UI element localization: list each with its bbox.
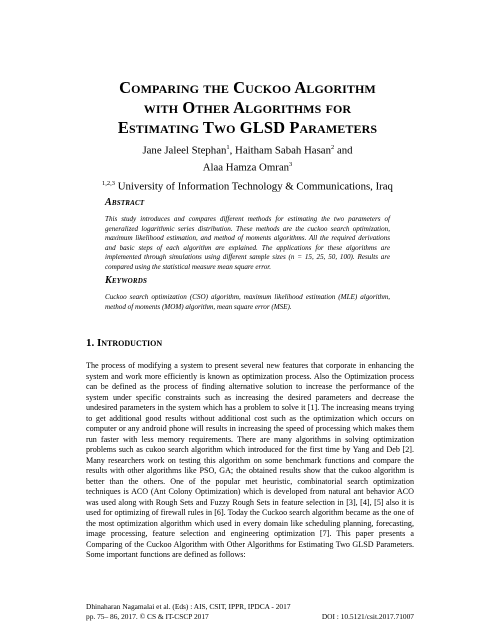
author-name: Alaa Hamza Omran — [202, 161, 290, 174]
introduction-body: The process of modifying a system to present several new features that corporate in enhancing the system and work more efficiently is known as optimization process. Also the Optimization process can be defined as the process of finding alternative solution to increase the performance of the system under specific constraints such as increasing the desired parameters and decrease the undesired parameters in the system which has a problem to solve it [1]. The increasing means trying to get additional good results without additional cost such as the optimization which occurs on computer or any android phone will results in increasing the speed of processing which makes them run faster with less memory requirements. There are many algorithms in solving optimization problems such as cukoo search algorithm which introduced for the first time by Yang and Deb [2]. Many researchers work on testing this algorithm on some benchmark functions and compare the results with other algorithms like PSO, GA; the obtained results show that the cukoo algorithm is better than the others. One of the popular met heuristic, combinatorial search optimization techniques is ACO (Ant Colony Optimization) which is developed from natural ant behavior ACO was used along with Rough Sets and Fuzzy Rough Sets in feature selection in [3], [4], [5] also it is used for optimizing of firewall rules in [6]. Today the Cuckoo search algorithm became as the one of the most optimization algorithm which used in every domain like scheduling planning, forecasting, image processing, feature selection and engineering optimization [7]. This paper presents a Comparing of the Cuckoo Algorithm with Other Algorithms for Estimating Two GLSD Parameters. Some important functions are defined as follows: — [86, 361, 414, 559]
author-superscript: 3 — [289, 160, 293, 168]
footer-line: Dhinaharan Nagamalai et al. (Eds) : AIS, CSIT, IPPR, IPDCA - 2017 — [86, 602, 291, 611]
author-name: Jane Jaleel Stephan — [142, 144, 227, 157]
title-line: Estimating Two GLSD Parameters — [117, 118, 378, 137]
author-list — [60, 141, 435, 174]
author-separator: , — [229, 144, 236, 157]
title-line: with Other Algorithms for — [143, 98, 352, 117]
footer-citation — [86, 602, 291, 622]
author-superscript: 1 — [226, 144, 230, 151]
footer-doi: DOI : 10.5121/csit.2017.71007 — [321, 612, 414, 621]
section-heading-introduction: 1. Introduction — [86, 337, 163, 349]
author-superscript: 2 — [331, 144, 335, 151]
abstract-heading: Abstract — [105, 197, 145, 208]
affiliation — [60, 177, 435, 194]
paper-title — [60, 78, 435, 138]
title-line: Comparing the Cuckoo Algorithm — [119, 78, 376, 97]
keywords-heading: Keywords — [105, 275, 148, 286]
affiliation-text: University of Information Technology & Communications, Iraq — [115, 180, 393, 193]
abstract-text: This study introduces and compares different methods for estimating the two parameters of generalized logarithmic series distribution. These methods are the cuckoo search optimization, maximum likelihood estimation, and method of moments algorithms. All the required derivations and basic steps of each algorithm are explained. The applications for these algorithms are implemented through simulations using different sample sizes (n = 15, 25, 50, 100). Results are compared using the statistical measure mean square error. — [105, 215, 390, 271]
author-conjunction: and — [334, 144, 353, 157]
footer-line: pp. 75– 86, 2017. © CS & IT-CSCP 2017 — [86, 612, 209, 621]
author-name: Haitham Sabah Hasan — [235, 144, 331, 157]
keywords-text: Cuckoo search optimization (CSO) algorithm, maximum likelihood estimation (MLE) algorithm, method of moments (MOM) algorithm, mean square error (MSE). — [105, 293, 390, 311]
affiliation-superscript: 1,2,3 — [102, 180, 116, 187]
